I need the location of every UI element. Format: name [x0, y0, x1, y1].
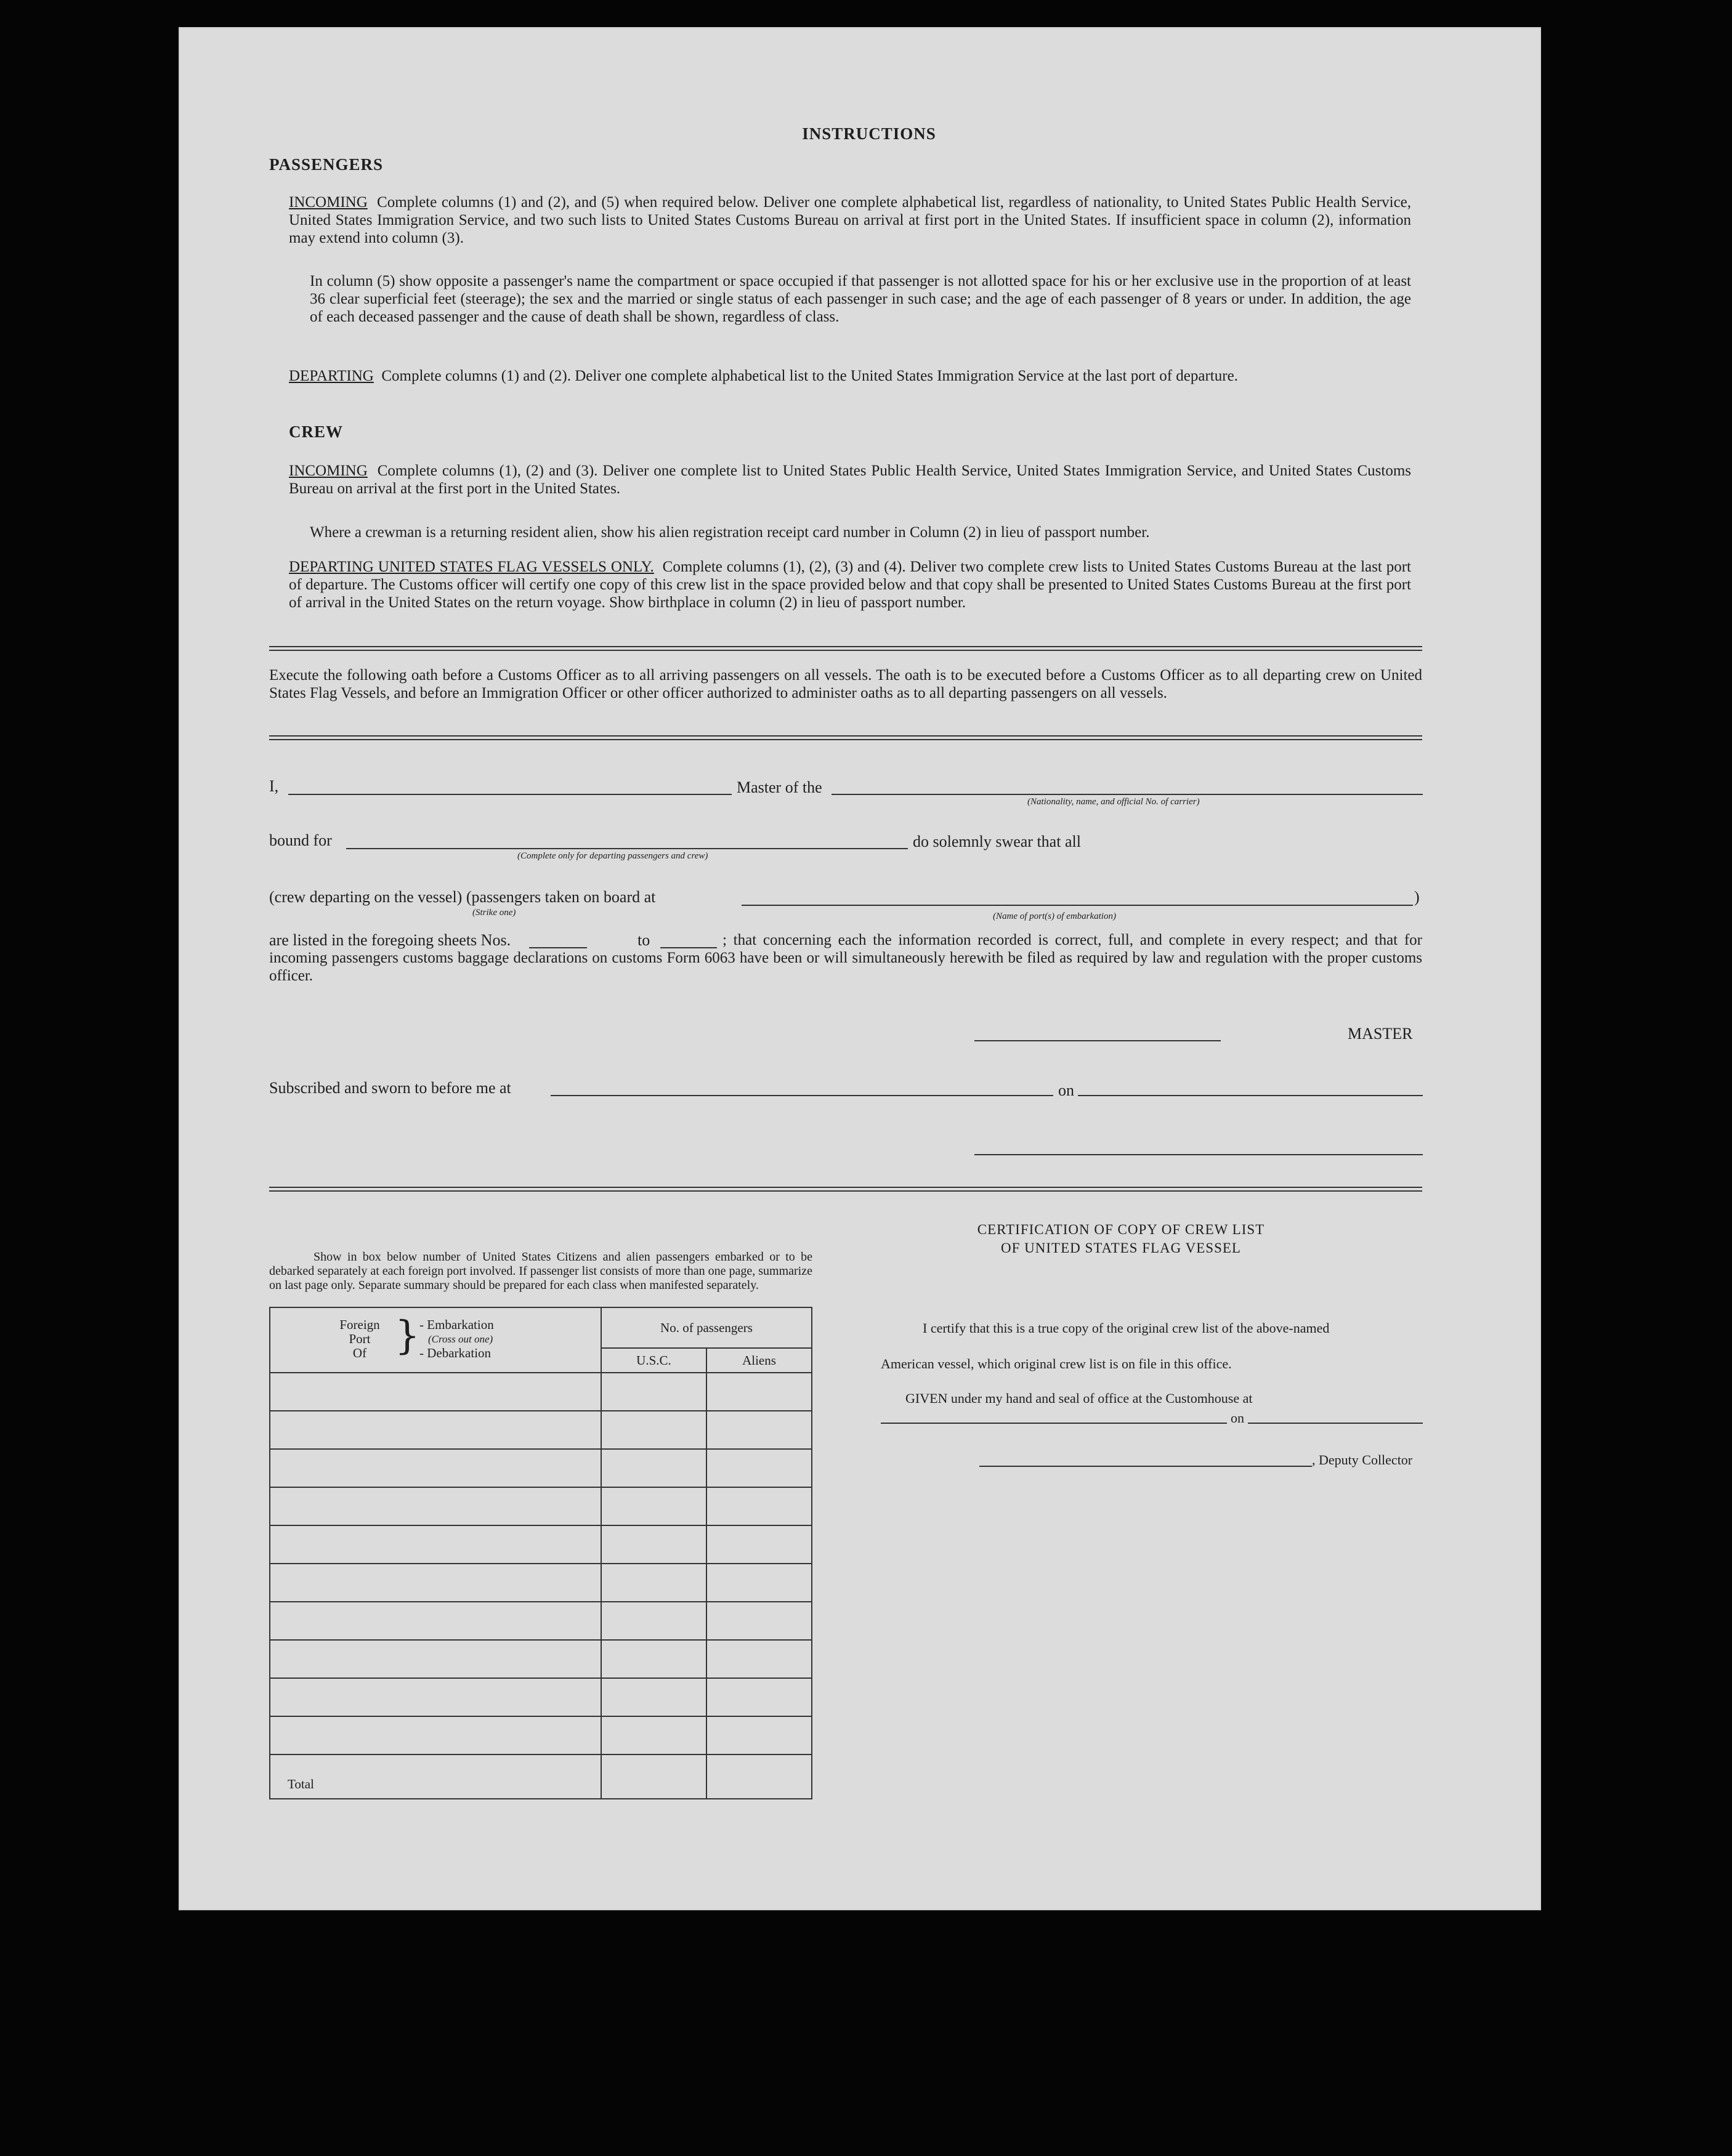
summary-instructions: Show in box below number of United States Citizens and alien passengers embarked or to be debarked separately at each foreign port involved. If passenger list consists of more than one page, summarize on last page only. Separate summary should be prepared for each class when manifested separately. — [269, 1250, 812, 1292]
deputy-collector-label: , Deputy Collector — [1312, 1452, 1413, 1468]
master-of-the-label: Master of the — [737, 778, 822, 796]
sworn-place-field[interactable] — [551, 1095, 1053, 1096]
brace-icon: } — [395, 1313, 420, 1359]
close-paren: ) — [1414, 888, 1420, 906]
passengers-departing-text: Complete columns (1) and (2). Deliver one complete alphabetical list to the United States Immigration Service at the last port of departure. — [381, 368, 1238, 384]
deputy-collector-signature-field[interactable] — [979, 1466, 1312, 1467]
passengers-heading: PASSENGERS — [269, 155, 384, 174]
carrier-field[interactable] — [832, 794, 1423, 795]
total-row — [270, 1754, 812, 1799]
aliens-header: Aliens — [706, 1348, 812, 1373]
bound-for-label: bound for — [269, 831, 332, 849]
total-aliens-cell[interactable] — [706, 1754, 812, 1799]
sworn-date-field[interactable] — [1078, 1095, 1423, 1096]
crew-incoming-paragraph — [289, 462, 1411, 498]
usc-cell[interactable] — [601, 1411, 706, 1449]
debarkation-label: - Debarkation — [419, 1346, 492, 1360]
master-label: MASTER — [1348, 1025, 1413, 1043]
port-cell[interactable] — [270, 1640, 601, 1678]
total-usc-cell[interactable] — [601, 1754, 706, 1799]
passengers-departing-paragraph — [289, 367, 1411, 385]
listed-sheets-text: are listed in the foregoing sheets Nos. — [269, 931, 511, 949]
port-caption: (Name of port(s) of embarkation) — [993, 911, 1116, 921]
aliens-cell[interactable] — [706, 1602, 812, 1640]
bound-for-field[interactable] — [346, 848, 908, 849]
aliens-cell[interactable] — [706, 1716, 812, 1754]
passenger-summary-table — [269, 1307, 812, 1799]
sheet-to-label: to — [637, 931, 650, 949]
cert-on-label: on — [1231, 1410, 1244, 1426]
passengers-column5-paragraph: In column (5) show opposite a passenger's name the compartment or space occupied if that passenger is not allotted space for his or her exclusive use in the proportion of at least 36 clear superficial feet (steerage); the sex and the married or single status of each passenger in such case; and the age of each passenger of 8 years or under. In addition, the age of each deceased passenger and the cause of death shall be shown, regardless of class. — [310, 273, 1411, 325]
port-cell[interactable] — [270, 1373, 601, 1411]
passengers-departing-label: DEPARTING — [289, 368, 374, 384]
divider-1b — [269, 650, 1422, 651]
port-label: Port — [349, 1331, 371, 1346]
subscribed-label: Subscribed and sworn to before me at — [269, 1079, 511, 1097]
certification-title-line2: OF UNITED STATES FLAG VESSEL — [1001, 1240, 1241, 1256]
instructions-title: INSTRUCTIONS — [802, 124, 936, 143]
customhouse-field[interactable] — [881, 1423, 1227, 1424]
table-row — [270, 1373, 812, 1411]
table-row — [270, 1449, 812, 1487]
table-row — [270, 1525, 812, 1564]
usc-cell[interactable] — [601, 1716, 706, 1754]
certify-line1: I certify that this is a true copy of the original crew list of the above-named — [923, 1320, 1330, 1336]
divider-1 — [269, 646, 1422, 647]
carrier-caption: (Nationality, name, and official No. of carrier) — [1027, 797, 1200, 807]
bound-for-caption: (Complete only for departing passengers and crew) — [517, 851, 708, 861]
of-label: Of — [352, 1346, 367, 1360]
crew-alien-paragraph: Where a crewman is a returning resident alien, show his alien registration receipt card number in Column (2) in lieu of passport number. — [310, 524, 1150, 541]
master-signature-line[interactable] — [974, 1040, 1218, 1041]
table-row — [270, 1602, 812, 1640]
listed-sheets-continuation: ; that concerning each the information recorded is correct, full, and complete in every respect; and that for incoming passengers customs baggage declarations on customs Form 6063 have been or will simultaneously herewith be filed as required by law and regulation with the proper customs officer. — [269, 932, 1422, 984]
no-of-passengers-header: No. of passengers — [601, 1307, 812, 1348]
usc-cell[interactable] — [601, 1487, 706, 1525]
crew-heading: CREW — [289, 422, 344, 441]
usc-cell[interactable] — [601, 1373, 706, 1411]
certify-line2: American vessel, which original crew list is on file in this office. — [881, 1356, 1232, 1371]
crew-incoming-label: INCOMING — [289, 462, 368, 479]
aliens-cell[interactable] — [706, 1373, 812, 1411]
sworn-on-label: on — [1058, 1081, 1074, 1099]
aliens-cell[interactable] — [706, 1525, 812, 1564]
embarkation-port-field[interactable] — [742, 905, 1413, 906]
table-row — [270, 1678, 812, 1716]
certification-title — [905, 1221, 1337, 1258]
usc-cell[interactable] — [601, 1525, 706, 1564]
crew-departing-paragraph — [289, 558, 1411, 612]
officer-signature-field[interactable] — [974, 1154, 1423, 1155]
port-cell[interactable] — [270, 1411, 601, 1449]
table-row — [270, 1640, 812, 1678]
usc-cell[interactable] — [601, 1602, 706, 1640]
port-cell[interactable] — [270, 1564, 601, 1602]
usc-cell[interactable] — [601, 1640, 706, 1678]
usc-cell[interactable] — [601, 1678, 706, 1716]
passengers-incoming-paragraph — [289, 193, 1411, 247]
aliens-cell[interactable] — [706, 1411, 812, 1449]
aliens-cell[interactable] — [706, 1564, 812, 1602]
cert-date-field[interactable] — [1248, 1423, 1423, 1424]
crew-incoming-text: Complete columns (1), (2) and (3). Deliver one complete list to United States Public Health Service, United States Immigration Service, and United States Customs Bureau on arrival at the first port in the United States. — [289, 462, 1412, 497]
divider-3b — [269, 1190, 1422, 1192]
table-row — [270, 1716, 812, 1754]
port-cell[interactable] — [270, 1678, 601, 1716]
aliens-cell[interactable] — [706, 1678, 812, 1716]
passengers-incoming-label: INCOMING — [289, 194, 368, 211]
aliens-cell[interactable] — [706, 1640, 812, 1678]
form-page — [179, 27, 1541, 1910]
usc-header: U.S.C. — [601, 1348, 706, 1373]
aliens-cell[interactable] — [706, 1449, 812, 1487]
port-cell[interactable] — [270, 1716, 601, 1754]
given-text: GIVEN under my hand and seal of office at the Customhouse at — [905, 1391, 1253, 1406]
oath-intro: Execute the following oath before a Customs Officer as to all arriving passengers on all vessels. The oath is to be executed before a Customs Officer as to all departing crew on United States Flag Vessels, and before an Immigration Officer or other officer authorized to administer oaths as to all departing passengers on all vessels. — [269, 667, 1422, 701]
total-label: Total — [270, 1754, 601, 1799]
usc-cell[interactable] — [601, 1564, 706, 1602]
foreign-label: Foreign — [339, 1317, 380, 1332]
cross-out-one-label: (Cross out one) — [428, 1333, 493, 1345]
strike-one-caption: (Strike one) — [472, 908, 516, 918]
table-row — [270, 1487, 812, 1525]
master-name-field[interactable] — [288, 794, 732, 795]
usc-cell[interactable] — [601, 1449, 706, 1487]
divider-2 — [269, 735, 1422, 737]
aliens-cell[interactable] — [706, 1487, 812, 1525]
crew-departing-text: Complete columns (1), (2), (3) and (4). Deliver two complete crew lists to United States Customs Bureau at the last port of departure. The Customs officer will certify one copy of this crew list in the space provided below and that copy shall be presented to United States Customs Bureau at the first port of arrival in the United States on the return voyage. Show birthplace in column (2) in lieu of passport number. — [289, 559, 1411, 611]
certification-title-line1: CERTIFICATION OF COPY OF CREW LIST — [977, 1222, 1265, 1237]
port-cell[interactable] — [270, 1602, 601, 1640]
port-cell[interactable] — [270, 1487, 601, 1525]
port-cell[interactable] — [270, 1449, 601, 1487]
table-row — [270, 1411, 812, 1449]
oath-i-label: I, — [269, 777, 279, 795]
solemnly-swear-text: do solemnly swear that all — [913, 833, 1081, 850]
crew-departing-label: DEPARTING UNITED STATES FLAG VESSELS ONLY. — [289, 559, 654, 575]
embarkation-label: - Embarkation — [419, 1317, 494, 1332]
foreign-port-header — [270, 1307, 601, 1373]
divider-2b — [269, 739, 1422, 740]
divider-3 — [269, 1187, 1422, 1188]
port-cell[interactable] — [270, 1525, 601, 1564]
table-row — [270, 1564, 812, 1602]
crew-departing-text: (crew departing on the vessel) (passengers taken on board at — [269, 888, 656, 906]
passengers-incoming-text: Complete columns (1) and (2), and (5) when required below. Deliver one complete alphabetical list, regardless of nationality, to United States Public Health Service, United States Immigration Service, and two such lists to United States Customs Bureau on arrival at first port in the United States. If insufficient space in column (2), information may extend into column (3). — [289, 194, 1412, 246]
